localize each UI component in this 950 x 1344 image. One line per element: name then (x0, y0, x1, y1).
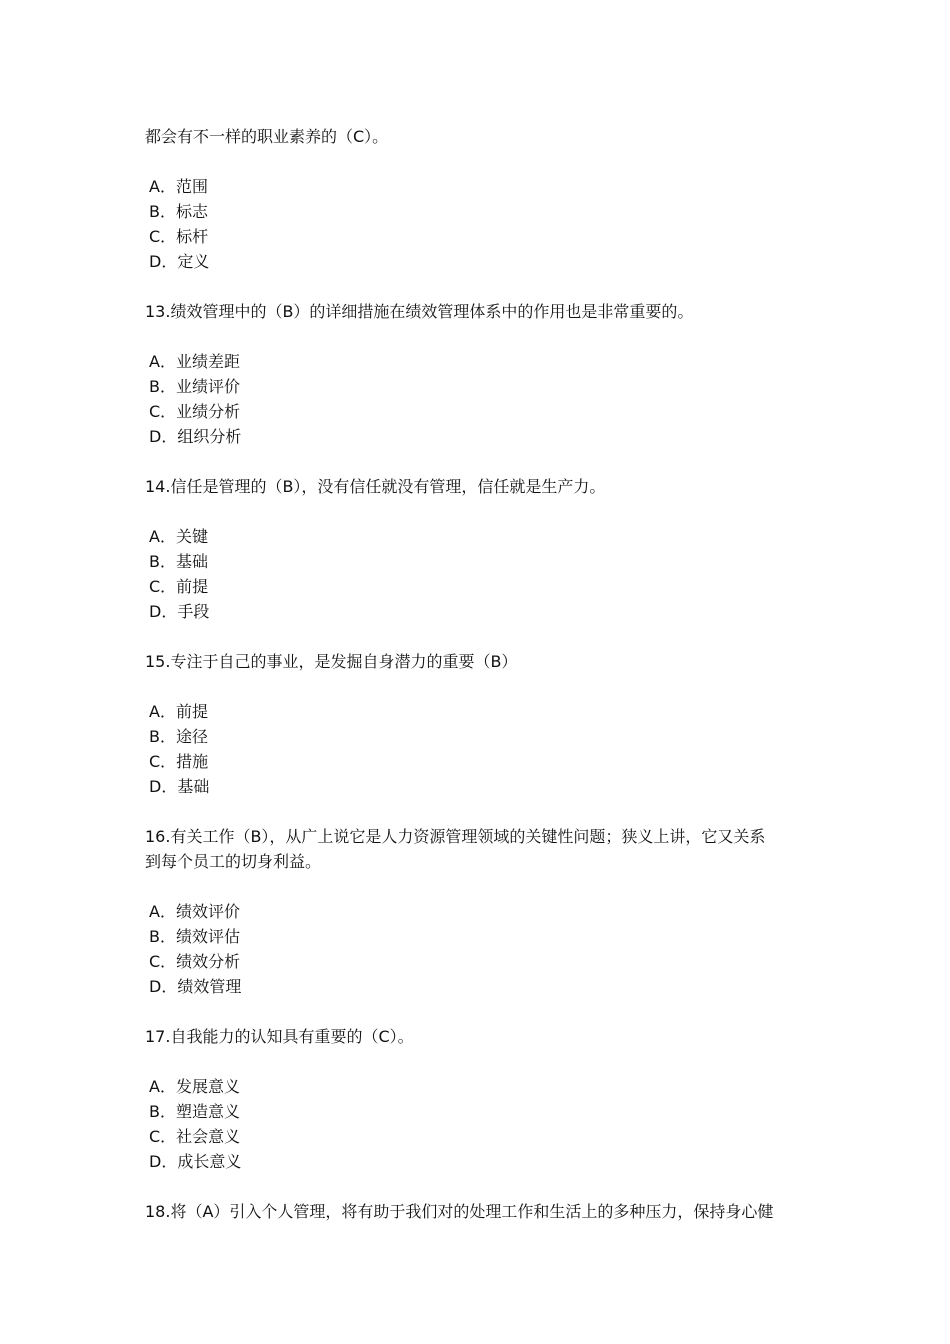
question-line: 15.专注于自己的事业，是发掘自身潜力的重要（B） (145, 652, 518, 671)
option-list (149, 699, 815, 799)
option-c: C．业绩分析 (149, 402, 241, 421)
option-a: A．绩效评价 (149, 902, 240, 921)
option-b: B．业绩评价 (149, 377, 240, 396)
question-block (145, 824, 815, 999)
question-block (145, 649, 815, 799)
option-list (149, 349, 815, 449)
question-text (145, 1024, 815, 1049)
question-block (145, 1024, 815, 1174)
option-c: C．前提 (149, 577, 209, 596)
option-d: D．定义 (149, 252, 210, 271)
question-list (145, 124, 815, 1224)
option-a: A．范围 (149, 177, 208, 196)
option-a: A．发展意义 (149, 1077, 240, 1096)
question-block (145, 299, 815, 449)
option-d: D．成长意义 (149, 1152, 242, 1171)
question-block (145, 474, 815, 624)
question-line: 都会有不一样的职业素养的（C）。 (145, 127, 389, 146)
option-c: C．绩效分析 (149, 952, 241, 971)
option-b: B．基础 (149, 552, 208, 571)
option-list (149, 524, 815, 624)
question-text (145, 1199, 815, 1224)
option-b: B．塑造意义 (149, 1102, 240, 1121)
option-list (149, 174, 815, 274)
question-text (145, 824, 815, 874)
question-line: 13.绩效管理中的（B）的详细措施在绩效管理体系中的作用也是非常重要的。 (145, 302, 694, 321)
question-text (145, 474, 815, 499)
option-d: D．手段 (149, 602, 210, 621)
question-line: 16.有关工作（B），从广上说它是人力资源管理领域的关键性问题；狭义上讲，它又关系 (145, 827, 766, 846)
option-b: B．途径 (149, 727, 208, 746)
question-line: 14.信任是管理的（B），没有信任就没有管理，信任就是生产力。 (145, 477, 606, 496)
option-list (149, 1074, 815, 1174)
option-b: B．标志 (149, 202, 208, 221)
option-d: D．组织分析 (149, 427, 242, 446)
option-c: C．社会意义 (149, 1127, 241, 1146)
option-c: C．措施 (149, 752, 209, 771)
option-b: B．绩效评估 (149, 927, 240, 946)
question-text (145, 124, 815, 149)
option-d: D．绩效管理 (149, 977, 242, 996)
question-text (145, 299, 815, 324)
option-d: D．基础 (149, 777, 210, 796)
question-line: 17.自我能力的认知具有重要的（C）。 (145, 1027, 414, 1046)
option-c: C．标杆 (149, 227, 209, 246)
option-a: A．前提 (149, 702, 208, 721)
option-list (149, 899, 815, 999)
question-line: 18.将（A）引入个人管理，将有助于我们对的处理工作和生活上的多种压力，保持身心健 (145, 1202, 774, 1221)
question-block (145, 1199, 815, 1224)
option-a: A．关键 (149, 527, 208, 546)
option-a: A．业绩差距 (149, 352, 240, 371)
question-block (145, 124, 815, 274)
question-text (145, 649, 815, 674)
question-line: 到每个员工的切身利益。 (145, 852, 322, 871)
